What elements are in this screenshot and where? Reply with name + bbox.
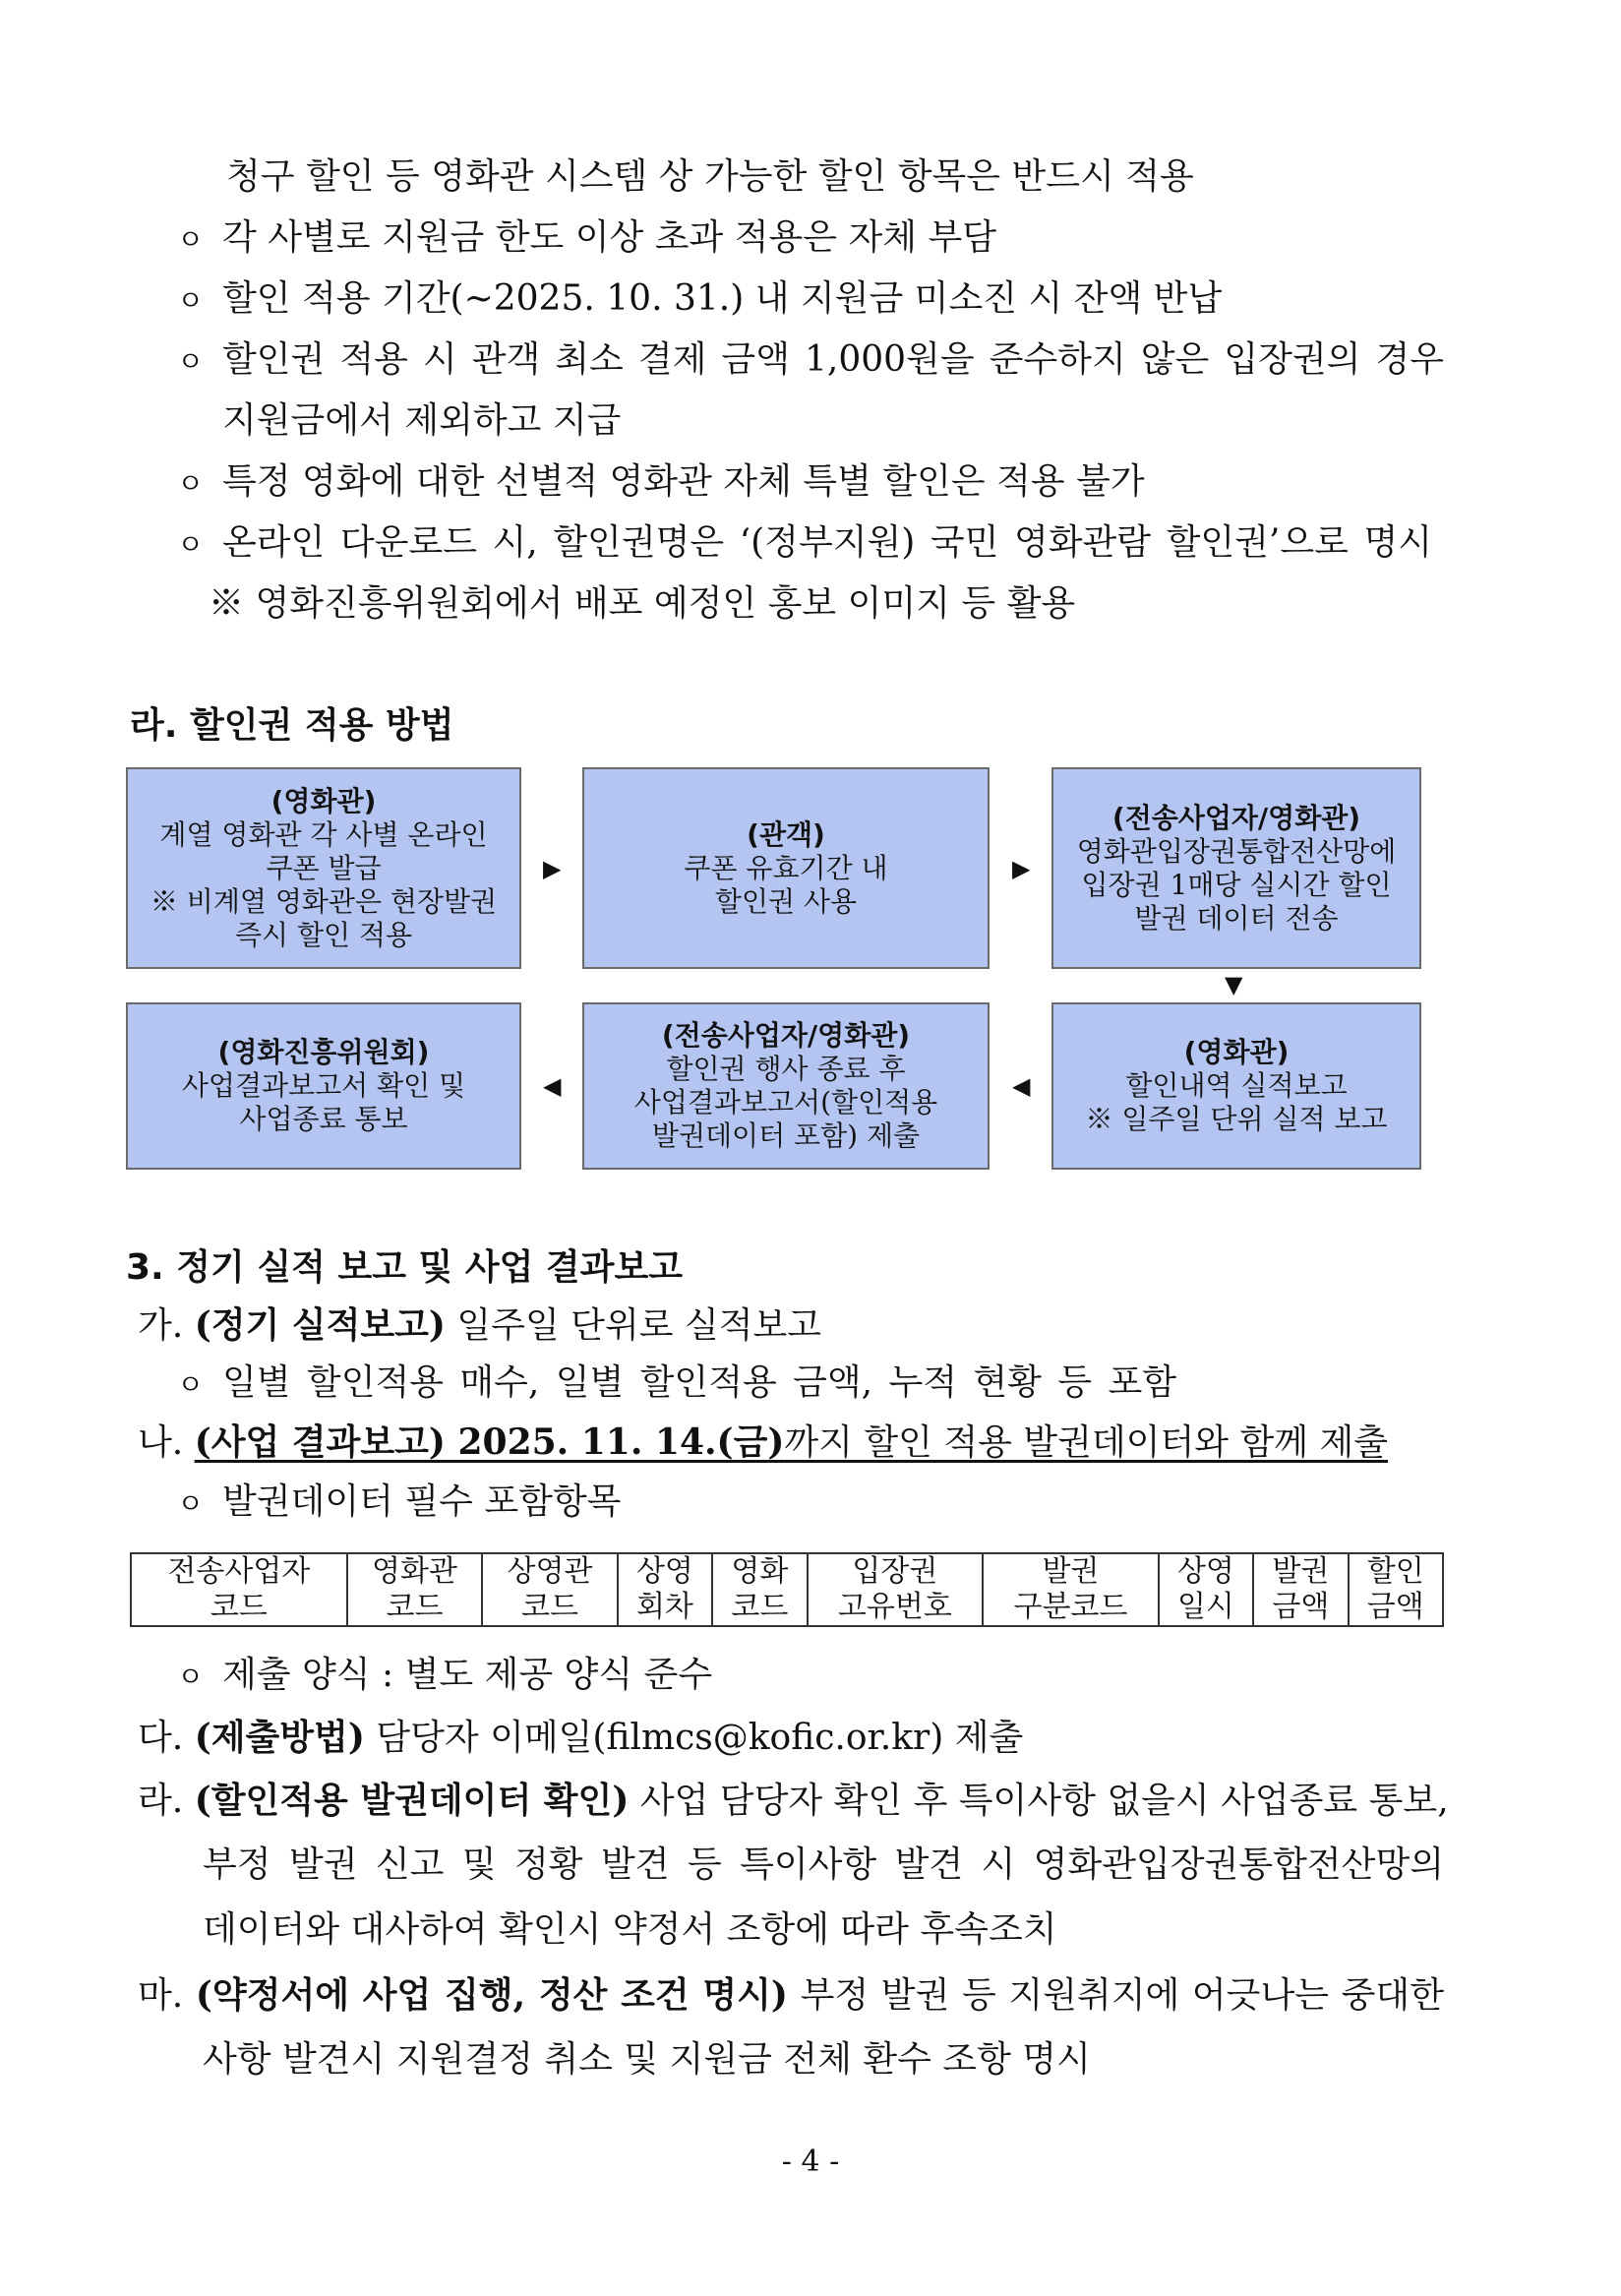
item-na: 나. (사업 결과보고) 2025. 11. 14.(금)까지 할인 적용 발권데이터와 함께 제출 bbox=[138, 1421, 1389, 1463]
flow-box-kofic: (영화진흥위원회) 사업결과보고서 확인 및 사업종료 통보 bbox=[126, 1002, 521, 1170]
table-row bbox=[131, 1553, 1443, 1626]
table-cell: 할인 금액 bbox=[1349, 1553, 1443, 1626]
bullet-icon: ㅇ bbox=[177, 467, 205, 500]
table-cell: 상영관 코드 bbox=[482, 1553, 618, 1626]
bullet-icon: ㅇ bbox=[177, 528, 205, 561]
table-cell: 영화관 코드 bbox=[347, 1553, 483, 1626]
bullet-icon: ㅇ bbox=[177, 223, 205, 256]
bullet-item: ㅇ 특정 영화에 대한 선별적 영화관 자체 특별 할인은 적용 불가 bbox=[177, 459, 1145, 507]
required-fields-table bbox=[130, 1552, 1444, 1627]
bullet-item: ㅇ 온라인 다운로드 시, 할인권명은 ‘(정부지원) 국민 영화관람 할인권’으로 명시 bbox=[177, 520, 1432, 568]
item-ma-continuation: 사항 발견시 지원결정 취소 및 지원금 전체 환수 조항 명시 bbox=[203, 2039, 1091, 2080]
flow-box-theater-coupon: (영화관) 계열 영화관 각 사별 온라인 쿠폰 발급 ※ 비계열 영화관은 현장발권 즉시 할인 적용 bbox=[126, 767, 521, 969]
continued-line: 청구 할인 등 영화관 시스템 상 가능한 할인 항목은 반드시 적용 bbox=[226, 156, 1194, 197]
table-cell: 입장권 고유번호 bbox=[808, 1553, 984, 1626]
item-ga: 가. (정기 실적보고) 일주일 단위로 실적보고 bbox=[138, 1304, 822, 1346]
item-ra-continuation: 데이터와 대사하여 확인시 약정서 조항에 따라 후속조치 bbox=[203, 1909, 1057, 1950]
bullet-item: ㅇ 할인권 적용 시 관객 최소 결제 금액 1,000원을 준수하지 않은 입장권의 경우 bbox=[177, 337, 1444, 385]
bullet-item: ㅇ 할인 적용 기간(~2025. 10. 31.) 내 지원금 미소진 시 잔액 반납 bbox=[177, 276, 1222, 324]
bullet-item: ㅇ 일별 할인적용 매수, 일별 할인적용 금액, 누적 현황 등 포함 bbox=[177, 1360, 1176, 1408]
item-ra: 라. (할인적용 발권데이터 확인) 사업 담당자 확인 후 특이사항 없을시 사업종료 통보, bbox=[138, 1780, 1449, 1821]
table-cell: 상영 일시 bbox=[1159, 1553, 1253, 1626]
bullet-item: ㅇ 각 사별로 지원금 한도 이상 초과 적용은 자체 부담 bbox=[177, 215, 866, 263]
table-cell: 발권 금액 bbox=[1253, 1553, 1348, 1626]
bullet-icon: ㅇ bbox=[177, 1368, 205, 1401]
arrow-left-icon: ◀ bbox=[543, 1072, 562, 1100]
section-heading-3: 3. 정기 실적 보고 및 사업 결과보고 bbox=[126, 1247, 684, 1288]
page-number: - 4 - bbox=[781, 2145, 840, 2179]
table-cell: 발권 구분코드 bbox=[983, 1553, 1159, 1626]
table-cell: 전송사업자 코드 bbox=[131, 1553, 347, 1626]
flow-box-transmitter: (전송사업자/영화관) 영화관입장권통합전산망에 입장권 1매당 실시간 할인 발권 데이터 전송 bbox=[1051, 767, 1421, 969]
arrow-right-icon: ▶ bbox=[1012, 855, 1031, 882]
bullet-continuation: 지원금에서 제외하고 지급 bbox=[222, 400, 622, 441]
arrow-right-icon: ▶ bbox=[543, 855, 562, 882]
bullet-icon: ㅇ bbox=[177, 345, 205, 378]
table-cell: 영화 코드 bbox=[712, 1553, 807, 1626]
table-cell: 상영 회차 bbox=[618, 1553, 712, 1626]
item-ra-continuation: 부정 발권 신고 및 정황 발견 등 특이사항 발견 시 영화관입장권통합전산망의 bbox=[203, 1844, 1444, 1885]
item-da: 다. (제출방법) 담당자 이메일(filmcs@kofic.or.kr) 제출 bbox=[138, 1717, 1024, 1758]
arrow-left-icon: ◀ bbox=[1012, 1072, 1031, 1100]
flow-box-audience: (관객) 쿠폰 유효기간 내 할인권 사용 bbox=[582, 767, 990, 969]
bullet-icon: ㅇ bbox=[177, 1487, 205, 1520]
note-line: ※ 영화진흥위원회에서 배포 예정인 홍보 이미지 등 활용 bbox=[209, 583, 1076, 624]
section-heading-ra: 라. 할인권 적용 방법 bbox=[130, 705, 454, 746]
arrow-down-icon: ▼ bbox=[1225, 971, 1243, 998]
flow-box-theater-report: (영화관) 할인내역 실적보고 ※ 일주일 단위 실적 보고 bbox=[1051, 1002, 1421, 1170]
bullet-item: ㅇ 발권데이터 필수 포함항목 bbox=[177, 1480, 621, 1527]
bullet-icon: ㅇ bbox=[177, 1661, 205, 1693]
bullet-item: ㅇ 제출 양식 : 별도 제공 양식 준수 bbox=[177, 1653, 712, 1700]
flow-box-final-report: (전송사업자/영화관) 할인권 행사 종료 후 사업결과보고서(할인적용 발권데이터 포함) 제출 bbox=[582, 1002, 990, 1170]
bullet-icon: ㅇ bbox=[177, 284, 205, 317]
item-ma: 마. (약정서에 사업 집행, 정산 조건 명시) 부정 발권 등 지원취지에 어긋나는 중대한 bbox=[138, 1974, 1444, 2016]
